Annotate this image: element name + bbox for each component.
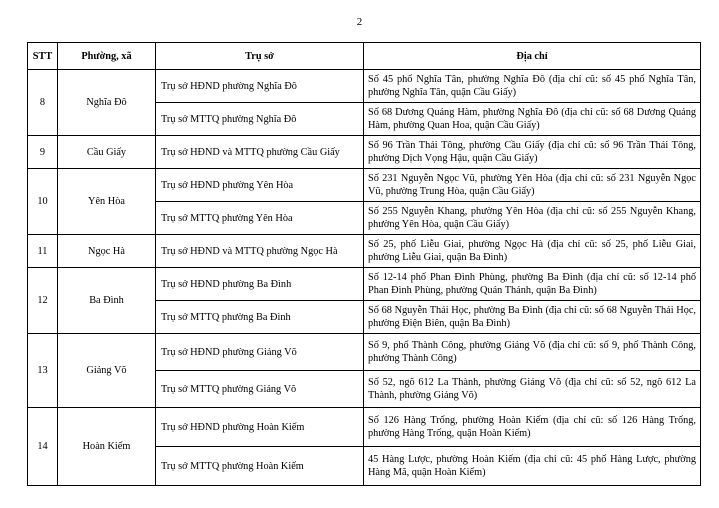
row-stt: 13 [28,334,58,408]
office-address: Số 25, phố Liễu Giai, phường Ngọc Hà (địa chỉ cũ: số 25, phố Liễu Giai, phường Liễu Giai, quận Ba Đình) [364,235,701,268]
office-address: Số 9, phố Thành Công, phường Giảng Võ (địa chỉ cũ: số 9, phố Thành Công, phường Thành Công) [364,334,701,371]
office-address: Số 45 phố Nghĩa Tân, phường Nghĩa Đô (địa chỉ cũ: số 45 phố Nghĩa Tân, phường Nghĩa Tân, quận Cầu Giấy) [364,70,701,103]
header-office: Trụ sở [156,43,364,70]
header-address: Địa chỉ [364,43,701,70]
row-stt: 9 [28,136,58,169]
office-name: Trụ sở HĐND phường Hoàn Kiếm [156,408,364,447]
table-row [28,235,701,268]
row-stt: 12 [28,268,58,334]
row-ward: Cầu Giấy [58,136,156,169]
office-address: Số 255 Nguyễn Khang, phường Yên Hòa (địa chỉ cũ: số 255 Nguyễn Khang, phường Yên Hòa, quận Cầu Giấy) [364,202,701,235]
table-row [28,169,701,202]
row-ward: Giảng Võ [58,334,156,408]
row-ward: Ba Đình [58,268,156,334]
office-name: Trụ sở HĐND phường Ba Đình [156,268,364,301]
office-address: Số 96 Trần Thái Tông, phường Cầu Giấy (địa chỉ cũ: số 96 Trần Thái Tông, phường Dịch Vọng Hậu, quận Cầu Giấy) [364,136,701,169]
office-address: Số 52, ngõ 612 La Thành, phường Giảng Võ (địa chỉ cũ: số 52, ngõ 612 La Thành, phường Giảng Võ) [364,371,701,408]
table-row [28,268,701,301]
table-row [28,136,701,169]
office-address: Số 231 Nguyễn Ngọc Vũ, phường Yên Hòa (địa chỉ cũ: số 231 Nguyễn Ngọc Vũ, phường Trung Hòa, quận Cầu Giấy) [364,169,701,202]
page-number: 2 [356,16,363,28]
table-row [28,408,701,447]
office-name: Trụ sở MTTQ phường Yên Hòa [156,202,364,235]
office-name: Trụ sở HĐND phường Yên Hòa [156,169,364,202]
office-address: Số 68 Nguyễn Thái Học, phường Ba Đình (địa chỉ cũ: số 68 Nguyễn Thái Học, phường Điện Biên, quận Ba Đình) [364,301,701,334]
office-address: 45 Hàng Lược, phường Hoàn Kiếm (địa chỉ cũ: 45 phố Hàng Lược, phường Hàng Mã, quận Hoàn Kiếm) [364,447,701,486]
row-ward: Hoàn Kiếm [58,408,156,486]
office-name: Trụ sở MTTQ phường Hoàn Kiếm [156,447,364,486]
office-address: Số 126 Hàng Trống, phường Hoàn Kiếm (địa chỉ cũ: số 126 Hàng Trống, phường Hàng Trống, quận Hoàn Kiếm) [364,408,701,447]
office-address: Số 68 Dương Quảng Hàm, phường Nghĩa Đô (địa chỉ cũ: số 68 Dương Quảng Hàm, phường Quan Hoa, quận Cầu Giấy) [364,103,701,136]
header-ward: Phường, xã [58,43,156,70]
row-stt: 8 [28,70,58,136]
office-address: Số 12-14 phố Phan Đình Phùng, phường Ba Đình (địa chỉ cũ: số 12-14 phố Phan Đình Phùng, phường Quán Thánh, quận Ba Đình) [364,268,701,301]
office-name: Trụ sở MTTQ phường Ba Đình [156,301,364,334]
row-ward: Nghĩa Đô [58,70,156,136]
office-name: Trụ sở MTTQ phường Nghĩa Đô [156,103,364,136]
table-row [28,334,701,371]
office-name: Trụ sở HĐND và MTTQ phường Ngọc Hà [156,235,364,268]
office-address-table [27,42,701,486]
office-name: Trụ sở HĐND và MTTQ phường Cầu Giấy [156,136,364,169]
office-name: Trụ sở MTTQ phường Giảng Võ [156,371,364,408]
table-row [28,70,701,103]
row-stt: 11 [28,235,58,268]
row-stt: 14 [28,408,58,486]
row-stt: 10 [28,169,58,235]
row-ward: Ngọc Hà [58,235,156,268]
table-header-row [28,43,701,70]
header-stt: STT [28,43,58,70]
office-name: Trụ sở HĐND phường Giảng Võ [156,334,364,371]
office-name: Trụ sở HĐND phường Nghĩa Đô [156,70,364,103]
row-ward: Yên Hòa [58,169,156,235]
